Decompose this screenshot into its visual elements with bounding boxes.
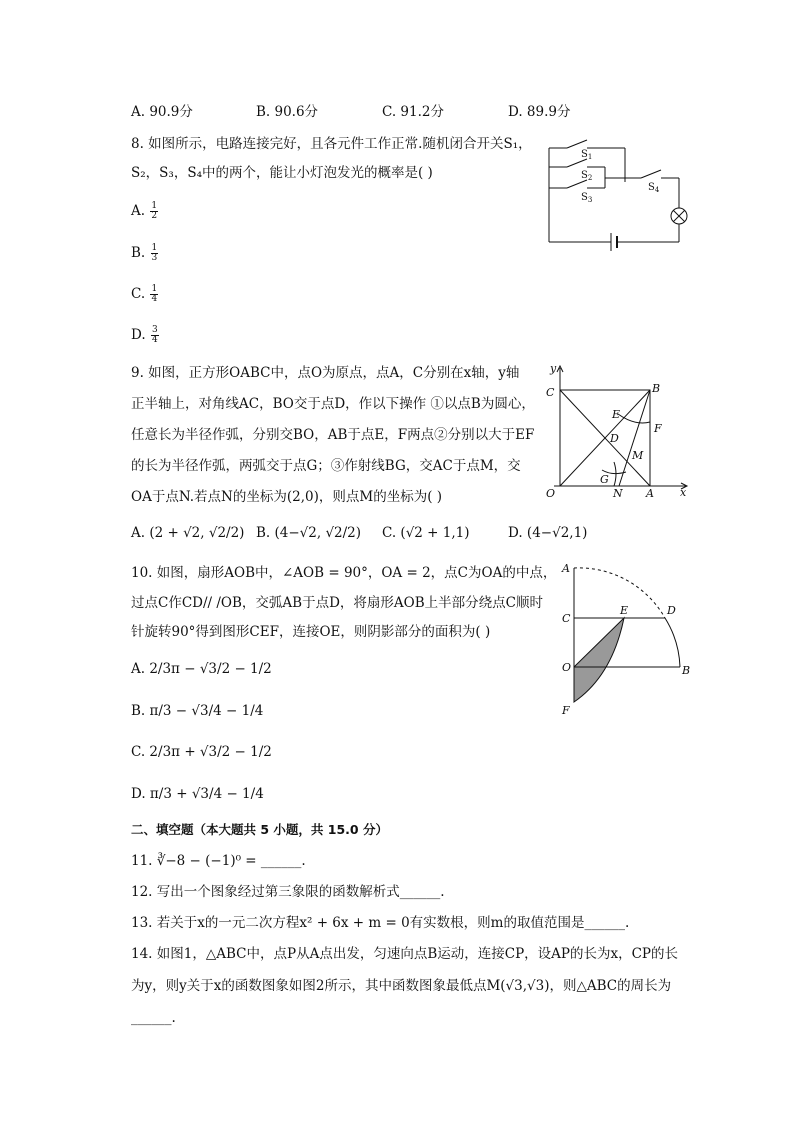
numerator: 1 bbox=[151, 284, 158, 294]
q10-line-1: 10. 如图，扇形AOB中，∠AOB = 90°，OA = 2，点C为OA的中点， bbox=[131, 565, 557, 581]
q9-line-4: 的长为半径作弧，两弧交于点G；③作射线BG，交AC于点M，交 bbox=[131, 458, 521, 474]
numerator: 1 bbox=[151, 243, 158, 253]
fig-label-b: B bbox=[682, 664, 691, 677]
fig-label-c: C bbox=[562, 612, 571, 625]
q9-option-d: D. (4−√2,1) bbox=[508, 525, 588, 541]
fig-label-b: B bbox=[652, 382, 661, 395]
fig-label-f: F bbox=[654, 422, 662, 435]
q9-square-diagram bbox=[540, 362, 695, 502]
option-label: C. bbox=[131, 286, 146, 302]
option-label: D. bbox=[131, 327, 146, 343]
q10-option-a: A. 2/3π − √3/2 − 1/2 bbox=[131, 661, 272, 677]
q10-option-c: C. 2/3π + √3/2 − 1/2 bbox=[131, 744, 272, 760]
fig-label-d: D bbox=[667, 604, 676, 617]
fraction bbox=[150, 285, 158, 304]
q9-line-5: OA于点N.若点N的坐标为(2,0)，则点M的坐标为( ) bbox=[131, 489, 443, 505]
fig-label-g: G bbox=[600, 473, 609, 486]
fraction bbox=[150, 202, 158, 221]
q9-line-1: 9. 如图，正方形OABC中，点O为原点，点A，C分别在x轴，y轴 bbox=[131, 365, 520, 381]
fig-label-m: M bbox=[632, 449, 644, 462]
circuit-label-s3: $S_3$ bbox=[581, 192, 593, 204]
fig-label-d: D bbox=[610, 432, 619, 445]
fig-label-f: F bbox=[562, 704, 570, 717]
q9-line-3: 任意长为半径作弧，分别交BO，AB于点E，F两点②分别以大于EF bbox=[131, 427, 535, 443]
q14-line-2: 为y，则y关于x的函数图象如图2所示，其中函数图象最低点M(√3,√3)，则△ABC的周长为 bbox=[131, 978, 672, 994]
fig-label-a: A bbox=[646, 487, 654, 500]
denominator: 4 bbox=[151, 335, 158, 345]
numerator: 3 bbox=[151, 325, 158, 335]
q9-option-c: C. (√2 + 1,1) bbox=[382, 525, 470, 541]
q8-circuit-diagram bbox=[545, 132, 695, 254]
q8-option-b bbox=[131, 244, 159, 263]
q10-line-3: 针旋转90°得到图形CEF，连接OE，则阴影部分的面积为( ) bbox=[131, 624, 491, 640]
q10-option-b: B. π/3 − √3/4 − 1/4 bbox=[131, 703, 264, 719]
option-label: B. bbox=[131, 245, 146, 261]
denominator: 3 bbox=[151, 253, 158, 263]
q8-option-a bbox=[131, 202, 159, 221]
fig-label-e: E bbox=[612, 408, 621, 421]
q7-option-b: B. 90.6分 bbox=[256, 104, 319, 120]
shaded-region bbox=[574, 618, 624, 702]
q12-text: 12. 写出一个图象经过第三象限的函数解析式______. bbox=[131, 884, 445, 900]
fig-label-o: O bbox=[546, 487, 556, 500]
q10-line-2: 过点C作CD// /OB，交弧AB于点D，将扇形AOB上半部分绕点C顺时 bbox=[131, 595, 543, 611]
section-title-fill-in: 二、填空题（本大题共 5 小题，共 15.0 分） bbox=[131, 822, 388, 837]
fig-label-c: C bbox=[546, 386, 555, 399]
denominator: 2 bbox=[151, 211, 158, 221]
circuit-label-s1: $S_1$ bbox=[581, 149, 593, 161]
q7-option-c: C. 91.2分 bbox=[382, 104, 444, 120]
fig-label-o: O bbox=[562, 661, 572, 674]
q9-option-a: A. (2 + √2, √2/2) bbox=[131, 525, 245, 541]
circuit-label-s4: $S_4$ bbox=[648, 182, 660, 194]
q8-line-1: 8. 如图所示，电路连接完好，且各元件工作正常.随机闭合开关S₁， bbox=[131, 136, 532, 152]
q10-option-d: D. π/3 + √3/4 − 1/4 bbox=[131, 786, 264, 802]
fig-label-n: N bbox=[613, 487, 623, 500]
option-label: A. bbox=[131, 203, 146, 219]
q8-option-d bbox=[131, 326, 160, 345]
circuit-label-s2: $S_2$ bbox=[581, 170, 593, 182]
q13-text: 13. 若关于x的一元二次方程x² + 6x + m = 0有实数根，则m的取值范围是______. bbox=[131, 915, 630, 931]
q14-line-3: ______. bbox=[131, 1010, 176, 1026]
fig-label-e: E bbox=[620, 604, 629, 617]
q10-sector-diagram bbox=[556, 556, 696, 721]
q7-option-a: A. 90.9分 bbox=[131, 104, 193, 120]
q7-option-d: D. 89.9分 bbox=[508, 104, 571, 120]
q14-line-1: 14. 如图1，△ABC中，点P从A点出发，匀速向点B运动，连接CP，设AP的长为x，CP的长 bbox=[131, 946, 679, 962]
fraction bbox=[151, 244, 159, 263]
denominator: 4 bbox=[151, 294, 158, 304]
q9-line-2: 正半轴上，对角线AC，BO交于点D，作以下操作 ①以点B为圆心， bbox=[131, 396, 535, 412]
fig-label-y: y bbox=[550, 362, 557, 375]
q9-option-b: B. (4−√2, √2/2) bbox=[256, 525, 362, 541]
q11-text: 11. ∛−8 − (−1)⁰ = ______. bbox=[131, 853, 306, 869]
numerator: 1 bbox=[151, 201, 158, 211]
fig-label-a: A bbox=[562, 562, 570, 575]
fraction bbox=[151, 326, 159, 345]
q8-line-2: S₂，S₃，S₄中的两个，能让小灯泡发光的概率是( ) bbox=[131, 165, 433, 181]
q8-option-c bbox=[131, 285, 159, 304]
fig-label-x: x bbox=[680, 486, 687, 499]
